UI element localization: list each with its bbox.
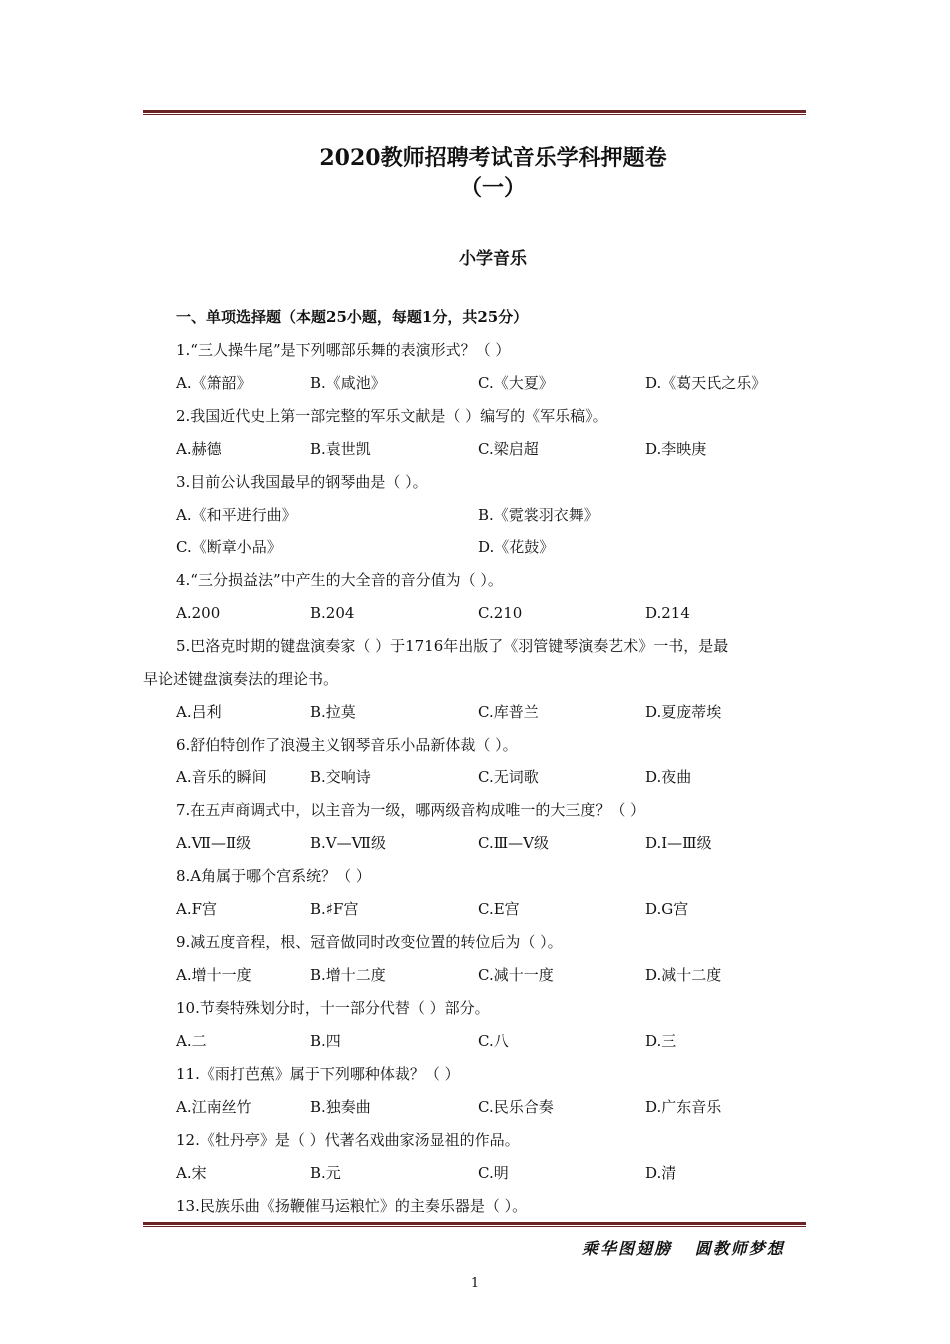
option-b: B.四: [310, 1032, 341, 1050]
option-d: D.三: [645, 1032, 677, 1050]
option-d: D.夜曲: [645, 768, 692, 786]
option-a: A.音乐的瞬间: [176, 768, 267, 786]
option-d: D.广东音乐: [645, 1098, 722, 1116]
option-b: B.《咸池》: [310, 374, 386, 392]
question-6: 6.舒伯特创作了浪漫主义钢琴音乐小品新体裁（ ）。: [176, 736, 518, 754]
question-1: 1.“三人操牛尾”是下列哪部乐舞的表演形式？（ ）: [176, 341, 511, 359]
option-d: D.214: [645, 604, 690, 622]
option-a: A.Ⅶ—Ⅱ级: [176, 834, 252, 852]
volume-number: （一）: [459, 175, 526, 201]
option-a: A.F宫: [176, 900, 218, 918]
option-c: C.民乐合奏: [478, 1098, 554, 1116]
option-d: D.夏庞蒂埃: [645, 703, 722, 721]
option-a: A.200: [176, 604, 221, 622]
question-9: 9.减五度音程，根、冠音做同时改变位置的转位后为（ ）。: [176, 933, 563, 951]
option-c: C.梁启超: [478, 440, 539, 458]
question-8: 8.A角属于哪个宫系统？（ ）: [176, 867, 371, 885]
option-c: C.Ⅲ—Ⅴ级: [478, 834, 550, 852]
option-c: C.八: [478, 1032, 509, 1050]
option-b: B.元: [310, 1164, 341, 1182]
option-a: A.增十一度: [176, 966, 252, 984]
option-a: A.《箫韶》: [176, 374, 252, 392]
option-d: D.Ⅰ—Ⅲ级: [645, 834, 712, 852]
question-2: 2.我国近代史上第一部完整的军乐文献是（ ）编写的《军乐稿》。: [176, 407, 608, 425]
option-d: D.《葛天氏之乐》: [645, 374, 767, 392]
section-title: 小学音乐: [459, 249, 527, 269]
option-d: D.减十二度: [645, 966, 722, 984]
option-d: D.清: [645, 1164, 677, 1182]
option-c: C.无词歌: [478, 768, 539, 786]
header-rule: [143, 110, 806, 116]
question-4: 4.“三分损益法”中产生的大全音的音分值为（ ）。: [176, 571, 503, 589]
part-heading: 一、单项选择题（本题25小题，每题1分，共25分）: [176, 308, 529, 326]
question-3: 3.目前公认我国最早的钢琴曲是（ ）。: [176, 473, 428, 491]
question-7: 7.在五声商调式中，以主音为一级，哪两级音构成唯一的大三度？（ ）: [176, 801, 646, 819]
option-c: C.《大夏》: [478, 374, 554, 392]
footer-motto: 乘华图翅膀 圆教师梦想: [582, 1239, 785, 1258]
option-b: B.交响诗: [310, 768, 371, 786]
question-13: 13.民族乐曲《扬鞭催马运粮忙》的主奏乐器是（ ）。: [176, 1197, 528, 1215]
option-b: B.♯F宫: [310, 900, 359, 918]
question-12: 12.《牡丹亭》是（ ）代著名戏曲家汤显祖的作品。: [176, 1131, 520, 1149]
option-a: A.赫德: [176, 440, 222, 458]
option-b: B.Ⅴ—Ⅶ级: [310, 834, 386, 852]
option-b: B.拉莫: [310, 703, 356, 721]
option-c: C.减十一度: [478, 966, 554, 984]
option-d: D.G宫: [645, 900, 689, 918]
option-a: A.二: [176, 1032, 207, 1050]
option-a: A.《和平进行曲》: [176, 506, 297, 524]
question-11: 11.《雨打芭蕉》属于下列哪种体裁？（ ）: [176, 1065, 460, 1083]
option-b: B.《霓裳羽衣舞》: [478, 506, 599, 524]
option-c: C.明: [478, 1164, 509, 1182]
option-a: A.江南丝竹: [176, 1098, 252, 1116]
option-c: C.库普兰: [478, 703, 539, 721]
option-c: C.210: [478, 604, 523, 622]
option-d: D.《花鼓》: [478, 538, 555, 556]
option-b: B.袁世凯: [310, 440, 371, 458]
question-5-continued: 早论述键盘演奏法的理论书。: [143, 670, 339, 688]
option-b: B.增十二度: [310, 966, 386, 984]
option-a: A.吕利: [176, 703, 222, 721]
option-c: C.E宫: [478, 900, 520, 918]
page-title: 2020教师招聘考试音乐学科押题卷: [319, 145, 667, 171]
option-c: C.《断章小品》: [176, 538, 282, 556]
question-5: 5.巴洛克时期的键盘演奏家（ ）于1716年出版了《羽管键琴演奏艺术》一书，是最: [176, 637, 729, 655]
question-10: 10.节奏特殊划分时，十一部分代替（ ）部分。: [176, 999, 490, 1017]
option-b: B.204: [310, 604, 355, 622]
option-b: B.独奏曲: [310, 1098, 371, 1116]
option-a: A.宋: [176, 1164, 207, 1182]
footer-rule: [143, 1222, 806, 1228]
page-number: 1: [470, 1276, 480, 1291]
option-d: D.李映庚: [645, 440, 707, 458]
